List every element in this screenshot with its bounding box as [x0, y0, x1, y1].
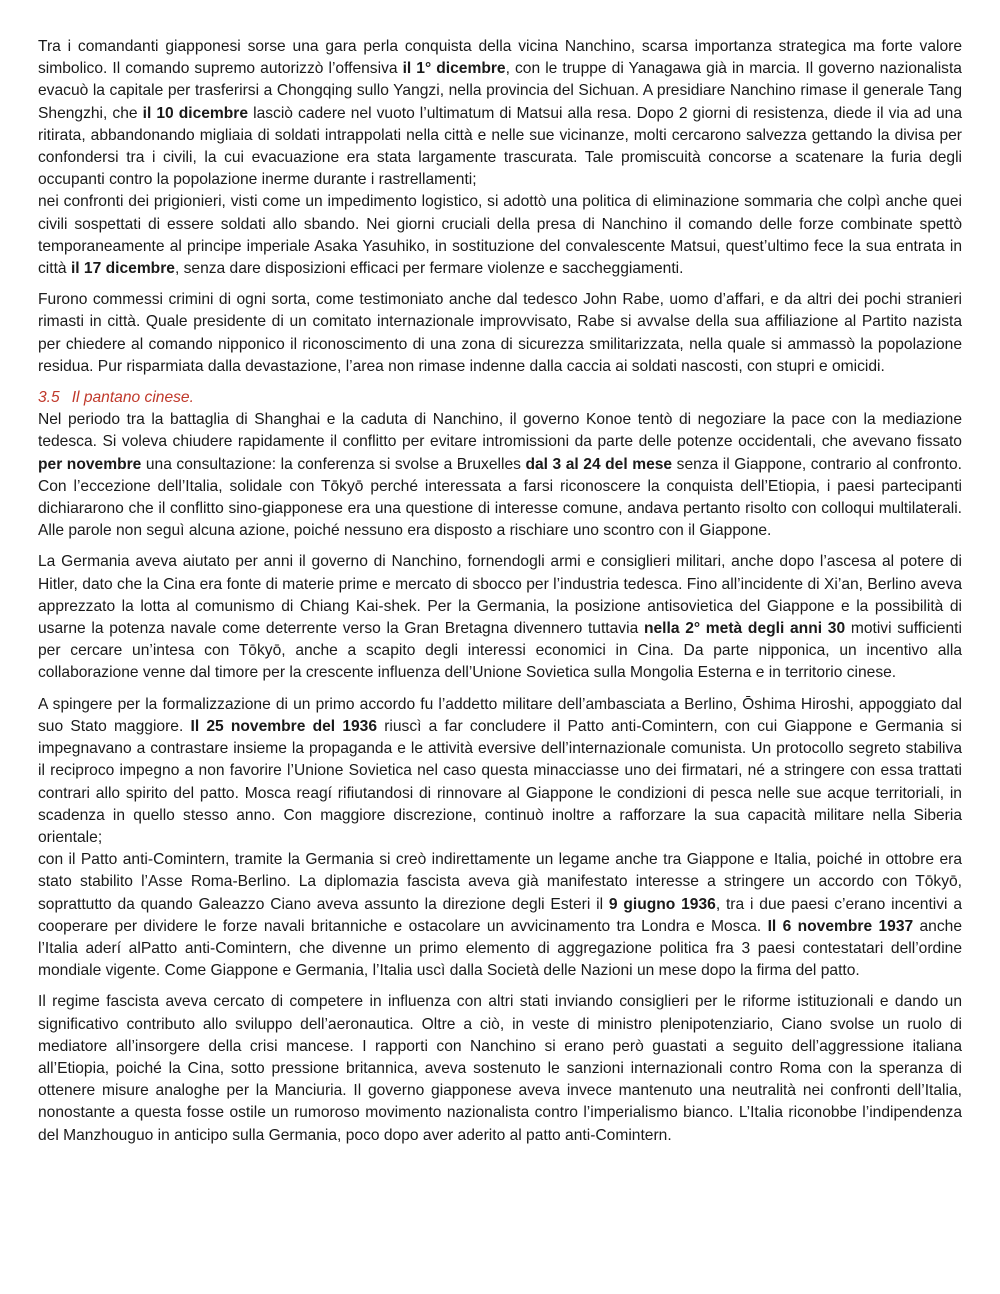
paragraph-text: una consultazione: la conferenza si svolse a Bruxelles [141, 455, 526, 473]
paragraph-text: motivi sufficienti per cercare un’intesa con Tōkyō, anche a scapito degli interessi economici in Cina. Da parte nipponica, un incentivo alla collaborazione venne dal timore per la crescente influenza dell’Unione Sovietica sulla Mongolia Esterna e in territorio cinese. [38, 620, 962, 682]
paragraph-text: Nel periodo tra la battaglia di Shanghai e la caduta di Nanchino, il governo Konoe tentò di negoziare la pace con la mediazione tedesca. Si voleva chiudere rapidamente il conflitto per evitare intromissioni da parte delle potenze occidentali, che avevano fissato [38, 411, 962, 451]
body-paragraph [38, 849, 962, 982]
body-paragraph [38, 191, 962, 280]
bold-date-text: Il 25 novembre del 1936 [190, 717, 378, 735]
paragraph-text: riuscì a far concludere il Patto anti-Comintern, con cui Giappone e Germania si impegnavano a contrastare insieme la propaganda e le attività eversive dell’internazionale comunista. Un protocollo segreto stabiliva il reciproco impegno a non favorire l’Unione Sovietica nel caso questa minacciasse uno dei firmatari, né a stringere con essa trattati contrari allo spirito del patto. Mosca reagí rifiutandosi di rinnovare al Giappone le condizioni di pesca nelle sue acque territoriali, in scadenza in quello stesso anno. Con maggiore discrezione, continuò inoltre a rafforzare la sua capacità militare nella Siberia orientale; [38, 717, 962, 846]
paragraph-text: nei confronti dei prigionieri, visti come un impedimento logistico, si adottò una politica di eliminazione sommaria che colpì anche quei civili sospettati di essere soldati allo sbando. Nei giorni cruciali della presa di Nanchino il comando delle forze combinate spettò temporaneamente al principe imperiale Asaka Yasuhiko, in sostituzione del convalescente Matsui, quest’ultimo fece la sua entrata in città [38, 193, 962, 278]
paragraph-text: , con le truppe di Yanagawa già in marcia. Il governo nazionalista evacuò la capitale per trasferirsi a Chongqing sullo Yangzi, nella provincia del Sichuan. A presidiare Nanchino rimase il generale Tang Shengzhi, che [38, 60, 962, 122]
paragraph-text: , senza dare disposizioni efficaci per fermare violenze e saccheggiamenti. [174, 260, 684, 278]
paragraph-text: lasciò cadere nel vuoto l’ultimatum di Matsui alla resa. Dopo 2 giorni di resistenza, diede il via ad una ritirata, abbandonando migliaia di soldati intrappolati nella città e nelle sue vicinanze, molti cercarono salvezza gettando la divisa per confondersi tra i civili, la cui evacuazione era stata largamente trascurata. Tale promiscuità concorse a scatenare la furia degli occupanti contro la popolazione inerme durante i rastrellamenti; [38, 104, 963, 189]
paragraph-text: , tra i due paesi c’erano incentivi a cooperare per dividere le forze navali britanniche e ostacolare un avvicinamento tra Londra e Mosca. [38, 895, 962, 935]
body-paragraph [38, 409, 962, 542]
paragraph-text: anche l’Italia aderí alPatto anti-Comintern, che divenne un primo elemento di aggregazione politica fra 3 paesi contestatari dell’ordine mondiale vigente. Come Giappone e Germania, l’Italia uscì dalla Società delle Nazioni un mese dopo la firma del patto. [38, 917, 962, 980]
body-paragraph [38, 551, 962, 684]
paragraph-text: Furono commessi crimini di ogni sorta, come testimoniato anche dal tedesco John Rabe, uomo d’affari, e da altri dei pochi stranieri rimasti in città. Quale presidente di un comitato internazionale improvvisato, Rabe si avvalse della sua affiliazione al Partito nazista per chiedere al comando nipponico il riconoscimento di una zona di sicurezza smilitarizzata, nella quale si ammassò la popolazione residua. Pur risparmiata dalla devastazione, l’area non rimase indenne dalla caccia ai soldati nascosti, con stupri e omicidi. [38, 291, 962, 375]
section-title: Il pantano cinese. [71, 389, 194, 407]
body-paragraph [38, 694, 962, 849]
body-paragraph [38, 289, 962, 378]
paragraph-text: senza il Giappone, contrario al confronto. Con l’eccezione dell’Italia, solidale con Tōkyō perché interessata a farsi riconoscere la conquista dell’Etiopia, i paesi partecipanti dichiararono che il conflitto sino-giapponese era una questione di interesse comune, andava pertanto risolto con colloqui multilaterali. Alle parole non seguì alcuna azione, poiché nessuno era disposto a rischiare uno scontro con il Giappone. [38, 455, 962, 540]
bold-date-text: nella 2° metà degli anni 30 [643, 620, 846, 638]
bold-date-text: il 10 dicembre [142, 104, 249, 122]
bold-date-text: dal 3 al 24 del mese [525, 455, 673, 473]
bold-date-text: il 1° dicembre [402, 60, 506, 78]
paragraph-text: La Germania aveva aiutato per anni il governo di Nanchino, fornendogli armi e consiglieri militari, anche dopo l’ascesa al potere di Hitler, dato che la Cina era fonte di materie prime e mercato di sbocco per l’industria tedesca. Fino all’incidente di Xi’an, Berlino aveva apprezzato la lotta al comunismo di Chiang Kai-shek. Per la Germania, la posizione antisovietica del Giappone e la possibilità di usarne la potenza navale come deterrente verso la Gran Bretagna divennero tuttavia [38, 553, 962, 638]
paragraph-text: Il regime fascista aveva cercato di competere in influenza con altri stati inviando consiglieri per le riforme istituzionali e dando un significativo contributo allo sviluppo dell’aeronautica. Oltre a ciò, in veste di ministro plenipotenziario, Ciano svolse un ruolo di mediatore all’insorgere della crisi mancese. I rapporti con Nanchino si erano però guastati a seguito dell’aggressione italiana all’Etiopia, poiché la Cina, sotto pressione britannica, aveva sostenuto le sanzioni internazionali contro Roma con la speranza di ottenere misure analoghe per la Manciuria. Il governo giapponese aveva invece mantenuto una neutralità nei confronti dell’Italia, nonostante a questa fosse ostile un rumoroso movimento nazionalista contro l’imperialismo bianco. L’Italia riconobbe l’indipendenza del Manzhouguo in anticipo sulla Germania, poco dopo aver aderito al patto anti-Comintern. [38, 993, 962, 1144]
paragraph-text: con il Patto anti-Comintern, tramite la Germania si creò indirettamente un legame anche tra Giappone e Italia, poiché in ottobre era stato stabilito l’Asse Roma-Berlino. La diplomazia fascista aveva già manifestato interesse a stringere un accordo con Tōkyō, soprattutto da quando Galeazzo Ciano aveva assunto la direzione degli Esteri il [38, 851, 962, 913]
bold-date-text: 9 giugno 1936 [608, 895, 716, 913]
paragraph-text: A spingere per la formalizzazione di un primo accordo fu l’addetto militare dell’ambasciata a Berlino, Ōshima Hiroshi, appoggiato dal suo Stato maggiore. [38, 695, 962, 735]
body-paragraph [38, 991, 962, 1146]
section-heading [38, 387, 962, 409]
paragraph-text: Tra i comandanti giapponesi sorse una gara perla conquista della vicina Nanchino, scarsa importanza strategica ma forte valore simbolico. Il comando supremo autorizzò l’offensiva [38, 38, 962, 78]
body-paragraph [38, 36, 962, 191]
bold-date-text: il 17 dicembre [70, 260, 175, 278]
bold-date-text: per novembre [38, 455, 142, 473]
section-number: 3.5 [38, 389, 60, 407]
bold-date-text: Il 6 novembre 1937 [767, 917, 914, 935]
